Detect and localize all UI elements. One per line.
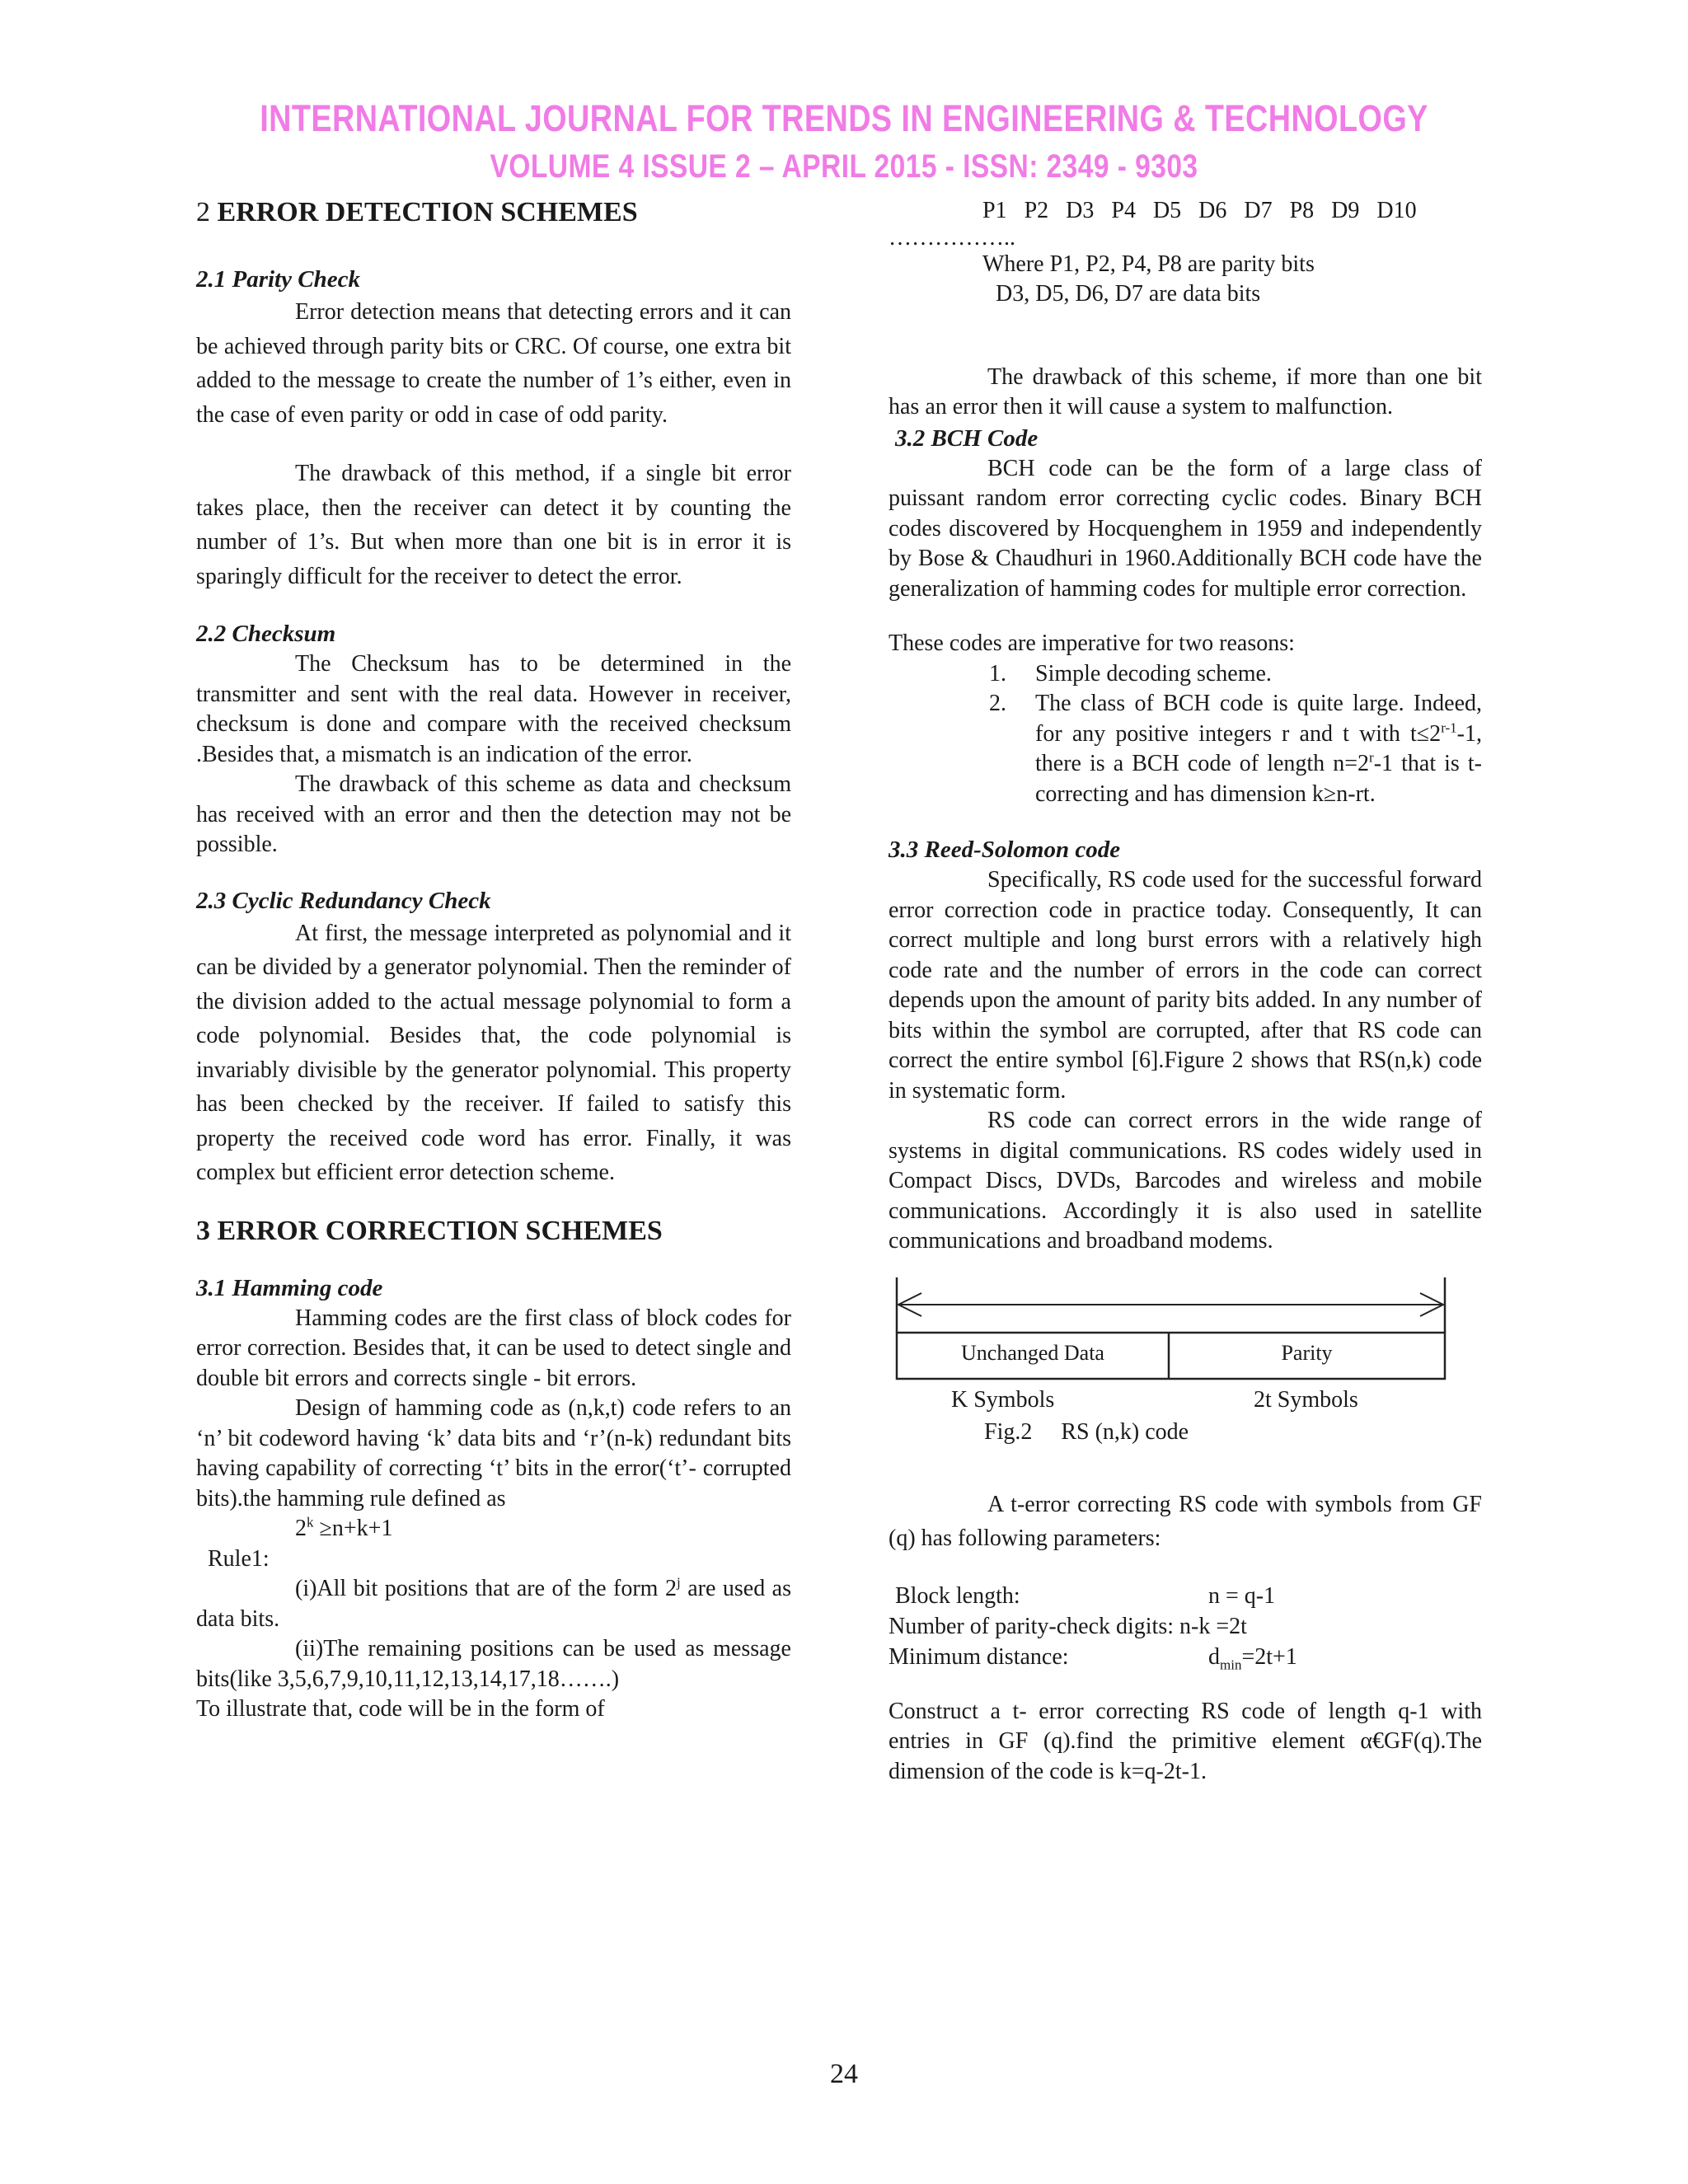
unchanged-data-label: Unchanged Data xyxy=(961,1340,1104,1365)
param-block-length: Block length: n = q-1 xyxy=(895,1582,1276,1609)
parity-label: Parity xyxy=(1281,1340,1333,1365)
illustrate-line: To illustrate that, code will be in the form of xyxy=(196,1696,605,1722)
code-sequence-dots: …………….. xyxy=(889,224,1015,251)
rule-label: Rule1: xyxy=(208,1545,270,1572)
list-item: 1. Simple decoding scheme. xyxy=(989,660,1272,687)
hamming-rule-formula: $2^k \ge n+k+1$ xyxy=(295,1514,393,1541)
param-minimum-distance: Minimum distance: $d_{min}=2t+1$ xyxy=(889,1643,1297,1673)
hamming-paragraph-1: Hamming codes are the first class of block codes for error correction. Besides that, it can be used to detect single and double bit errors and corrects single - bit errors. xyxy=(196,1305,791,1391)
hamming-paragraph-2: Design of hamming code as (n,k,t) code refers to an ‘n’ bit codeword having ‘k’ data bits and ‘r’(n-k) redundant bits having capability of correcting ‘t’ bits in the error(‘t’- corrupted bits).the hamming rule defined as xyxy=(196,1395,791,1511)
figure-caption: Fig.2 RS (n,k) code xyxy=(984,1418,1189,1445)
list-item: 2. The class of BCH code is quite large. Indeed, for any positive integers r and t with $t\le 2^{r-1}-1$, there is a BCH code of length $n=2^r-1$ that is t-correcting and has dimension k≥n-rt. xyxy=(989,691,1483,807)
2t-symbols-label: 2t Symbols xyxy=(1254,1386,1358,1413)
rs-code-figure xyxy=(889,1273,1482,1488)
parity-bits-note: Where P1, P2, P4, P8 are parity bits xyxy=(982,251,1315,277)
k-symbols-label: K Symbols xyxy=(951,1386,1055,1413)
hamming-drawback-paragraph: The drawback of this scheme, if more than one bit has an error then it will cause a system to malfunction. xyxy=(889,363,1482,419)
parity-check-paragraph-1: Error detection means that detecting errors and it can be achieved through parity bits or CRC. Of course, one extra bit added to the message to create the number of 1’s either, even in the case of even parity or odd in case of odd parity. xyxy=(196,299,791,428)
checksum-paragraph-2: The drawback of this scheme as data and checksum has received with an error and then the detection may not be possible. xyxy=(196,771,791,857)
t-error-paragraph: A t-error correcting RS code with symbols from GF (q) has following parameters: xyxy=(889,1491,1482,1551)
section-3-heading: 3 ERROR CORRECTION SCHEMES xyxy=(196,1215,663,1246)
left-column xyxy=(196,196,791,1725)
parity-check-paragraph-2: The drawback of this method, if a single bit error takes place, then the receiver can detect it by counting the number of 1’s. But when more than one bit is in error it is sparingly difficult for the receiver to detect the error. xyxy=(196,461,791,589)
section-3-1-heading: 3.1 Hamming code xyxy=(196,1274,383,1301)
section-2-3-heading: 2.3 Cyclic Redundancy Check xyxy=(196,887,491,914)
section-2-1-heading: 2.1 Parity Check xyxy=(196,266,360,293)
reed-solomon-paragraph-1: Specifically, RS code used for the successful forward error correction code in practice today. Consequently, It can correct multiple and long burst errors with a relatively high code rate and the number of errors in the code can correct depends upon the amount of parity bits added. In any number of bits within the symbol are corrupted, after that RS code can correct the entire symbol [6].Figure 2 shows that RS(n,k) code in systematic form. xyxy=(889,867,1482,1104)
rule-item-ii: (ii)The remaining positions can be used as message bits(like 3,5,6,7,9,10,11,12,13,14,17,18…….) xyxy=(196,1636,791,1692)
right-column xyxy=(889,196,1482,1787)
code-sequence: P1 P2 D3 P4 D5 D6 D7 P8 D9 D10 xyxy=(982,198,1417,223)
journal-volume-issue: VOLUME 4 ISSUE 2 – APRIL 2015 - ISSN: 2349 - 9303 xyxy=(490,148,1198,185)
bch-reasons-intro: These codes are imperative for two reasons: xyxy=(889,630,1295,656)
construct-paragraph: Construct a t- error correcting RS code of length q-1 with entries in GF (q).find the primitive element α€GF(q).The dimension of the code is k=q-2t-1. xyxy=(889,1698,1482,1784)
page-number: 24 xyxy=(830,2059,858,2089)
journal-title: INTERNATIONAL JOURNAL FOR TRENDS IN ENGINEERING & TECHNOLOGY xyxy=(260,97,1428,139)
rule-item-i: (i)All bit positions that are of the form 2$^j$ are used as data bits. xyxy=(196,1574,792,1632)
section-3-2-heading: 3.2 BCH Code xyxy=(895,424,1039,452)
bch-paragraph: BCH code can be the form of a large class of puissant random error correcting cyclic codes. Binary BCH codes discovered by Hocquenghem in 1959 and independently by Bose & Chaudhuri in 1960.Additionally BCH code have the generalization of hamming codes for multiple error correction. xyxy=(889,455,1482,602)
crc-paragraph: At first, the message interpreted as polynomial and it can be divided by a generator polynomial. Then the reminder of the division added to the actual message polynomial to form a code polynomial. Besides that, the code polynomial is invariably divisible by the generator polynomial. This property has been checked by the receiver. If failed to satisfy this property the received code word has error. Finally, it was complex but efficient error detection scheme. xyxy=(196,920,791,1185)
checksum-paragraph-1: The Checksum has to be determined in the transmitter and sent with the real data. However in receiver, checksum is done and compare with the received checksum .Besides that, a mismatch is an indication of the error. xyxy=(196,651,791,767)
section-2-2-heading: 2.2 Checksum xyxy=(196,621,336,647)
data-bits-note: D3, D5, D6, D7 are data bits xyxy=(996,281,1261,307)
section-2-heading: 2 ERROR DETECTION SCHEMES xyxy=(196,197,638,227)
param-parity-digits: Number of parity-check digits: n-k =2t xyxy=(889,1613,1247,1639)
reed-solomon-paragraph-2: RS code can correct errors in the wide range of systems in digital communications. RS codes widely used in Compact Discs, DVDs, Barcodes and wireless and mobile communications. Accordingly it is also used in satellite communications and broadband modems. xyxy=(889,1108,1482,1254)
section-3-3-heading: 3.3 Reed-Solomon code xyxy=(889,837,1121,863)
bch-reasons-list xyxy=(889,659,1482,810)
